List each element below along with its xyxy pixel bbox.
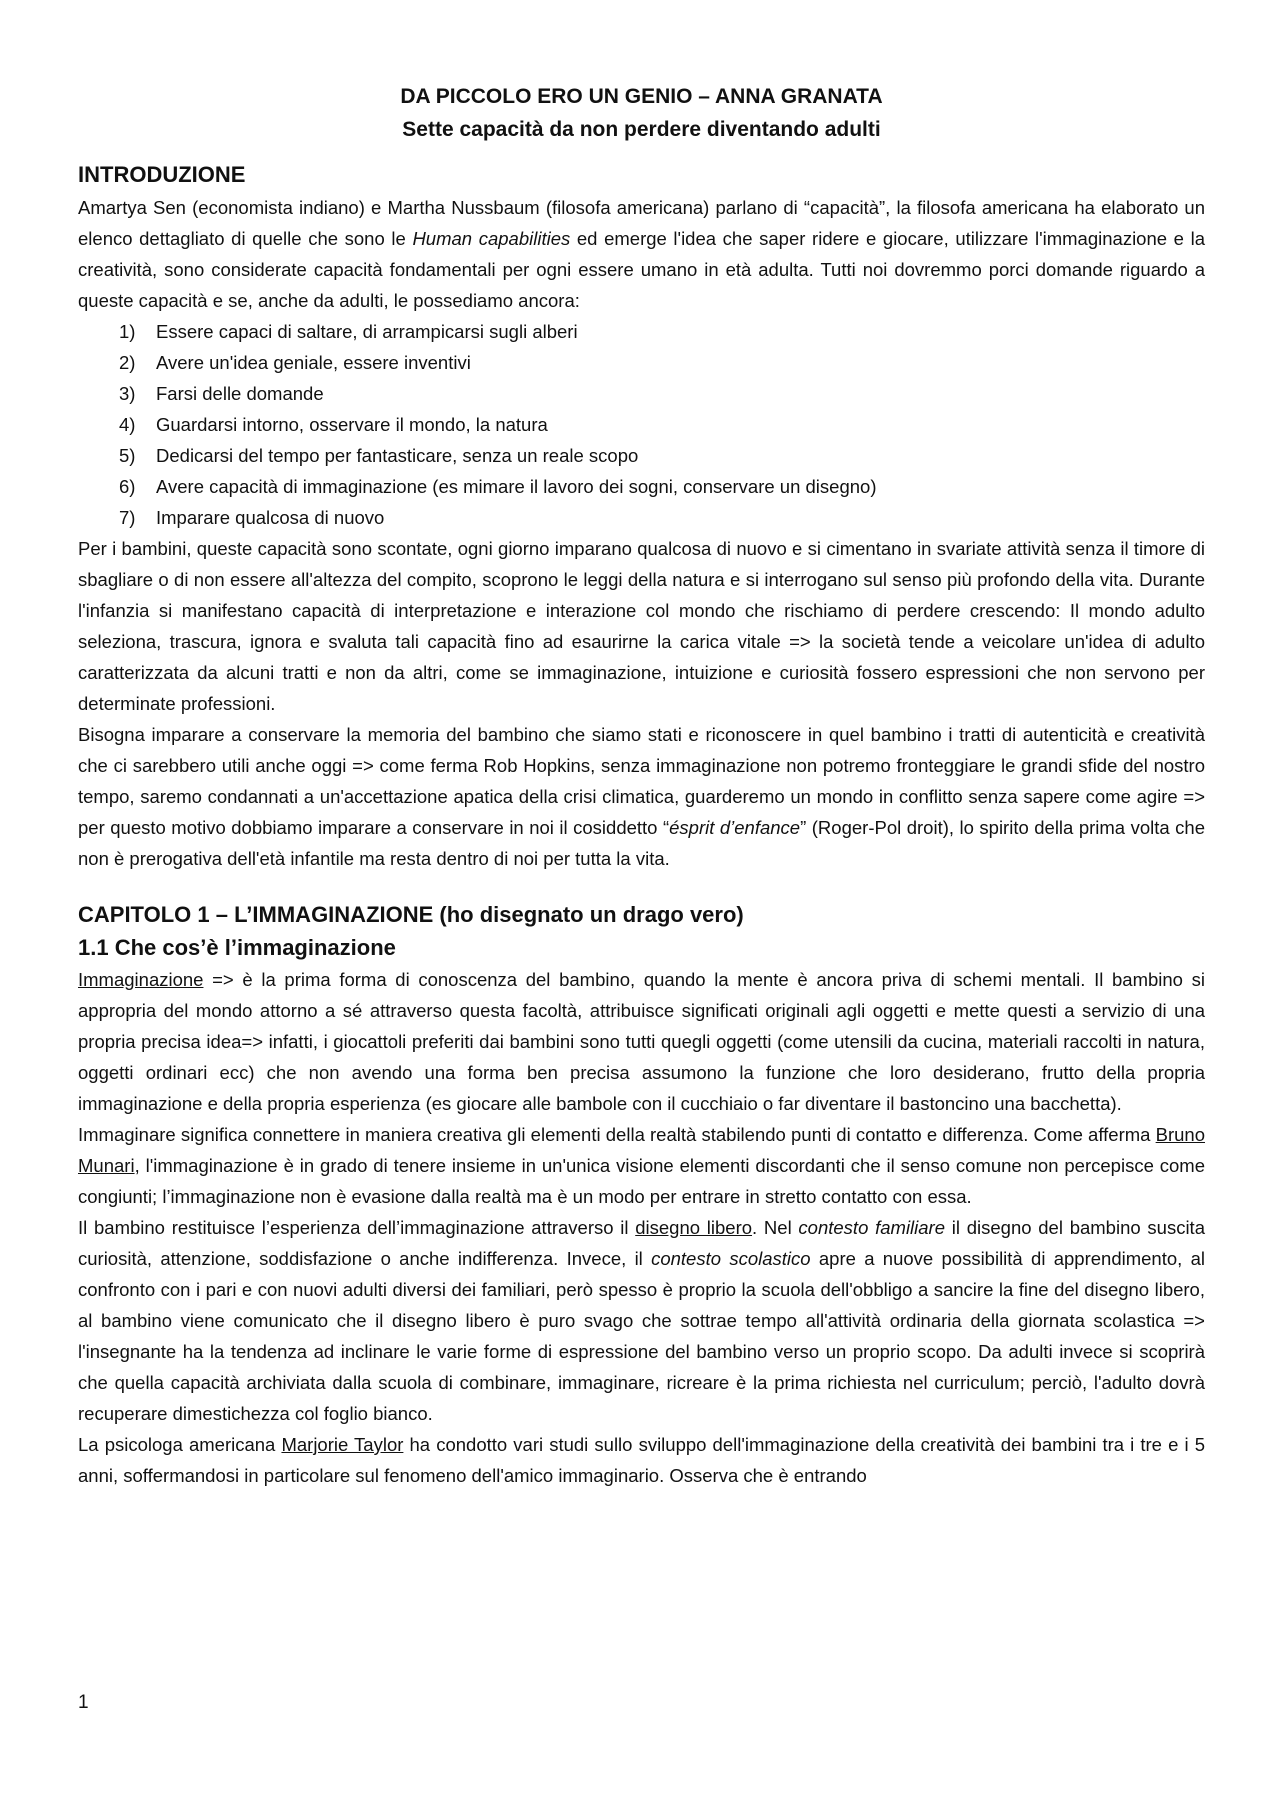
text-run: , l'immaginazione è in grado di tenere insieme in un'unica visione elementi discordanti che il senso comune non percepisce come congiunti; l’immaginazione non è evasione dalla realtà ma è un modo per entrare in stretto contatto con essa. bbox=[78, 1155, 1205, 1207]
chapter-1-paragraph-1 bbox=[78, 964, 1205, 1119]
chapter-1-paragraph-3 bbox=[78, 1212, 1205, 1429]
list-text: Farsi delle domande bbox=[156, 383, 324, 404]
text-run: ha condotto vari studi sullo sviluppo dell'immaginazione della creatività dei bambini tra i tre e i 5 anni, soffermandosi in particolare sul fenomeno dell'amico immaginario. Osserva che è entrando bbox=[78, 1434, 1205, 1486]
text-run: ” (Roger-Pol droit), lo spirito della prima volta che non è prerogativa dell'età infantile ma resta dentro di noi per tutta la vita. bbox=[78, 817, 1205, 869]
list-item bbox=[119, 316, 1205, 347]
intro-paragraph-2: Per i bambini, queste capacità sono scontate, ogni giorno imparano qualcosa di nuovo e si cimentano in svariate attività senza il timore di sbagliare o di non essere all'altezza del compito, scoprono le leggi della natura e si interrogano sul senso più profondo della vita. Durante l'infanzia si manifestano capacità di interpretazione e interazione col mondo che rischiamo di perdere crescendo: Il mondo adulto seleziona, trascura, ignora e svaluta tali capacità fino ad esaurirne la carica vitale => la società tende a veicolare un'idea di adulto caratterizzata da alcuni tratti e non da altri, come se immaginazione, intuizione e curiosità fossero espressioni che non servono per determinate professioni. bbox=[78, 538, 1205, 714]
list-text: Avere capacità di immaginazione (es mimare il lavoro dei sogni, conservare un disegno) bbox=[156, 476, 877, 497]
intro-heading: INTRODUZIONE bbox=[78, 162, 246, 187]
list-item bbox=[119, 440, 1205, 471]
list-item bbox=[119, 378, 1205, 409]
capabilities-list bbox=[78, 316, 1205, 533]
list-number: 6) bbox=[119, 476, 136, 497]
list-item bbox=[119, 471, 1205, 502]
text-run: . Nel bbox=[752, 1217, 799, 1238]
list-number: 4) bbox=[119, 414, 136, 435]
page-number: 1 bbox=[78, 1692, 89, 1713]
underlined-term: Immaginazione bbox=[78, 969, 204, 990]
list-number: 5) bbox=[119, 445, 136, 466]
intro-paragraph-1 bbox=[78, 192, 1205, 316]
text-run: il disegno del bambino suscita curiosità, attenzione, soddisfazione o anche indifferenza. Invece, il bbox=[78, 1217, 1205, 1269]
document-subtitle: Sette capacità da non perdere diventando adulti bbox=[402, 118, 881, 141]
list-number: 1) bbox=[119, 321, 136, 342]
list-text: Guardarsi intorno, osservare il mondo, la natura bbox=[156, 414, 548, 435]
text-run: Bisogna imparare a conservare la memoria del bambino che siamo stati e riconoscere in quel bambino i tratti di autenticità e creatività che ci sarebbero utili anche oggi => come ferma Rob Hopkins, senza immaginazione non potremo fronteggiare le grandi sfide del nostro tempo, saremo condannati a un'accettazione apatica della crisi climatica, guarderemo un mondo in conflitto senza sapere come agire => per questo motivo dobbiamo imparare a conservare in noi il cosiddetto “ bbox=[78, 724, 1205, 838]
list-text: Avere un'idea geniale, essere inventivi bbox=[156, 352, 471, 373]
document-title: DA PICCOLO ERO UN GENIO – ANNA GRANATA bbox=[400, 85, 883, 108]
list-item bbox=[119, 502, 1205, 533]
chapter-1-paragraph-4 bbox=[78, 1429, 1205, 1491]
italic-term: contesto familiare bbox=[798, 1217, 946, 1238]
list-text: Essere capaci di saltare, di arrampicarsi sugli alberi bbox=[156, 321, 578, 342]
list-item bbox=[119, 347, 1205, 378]
underlined-term: Bruno Munari bbox=[78, 1124, 1205, 1176]
text-run: => è la prima forma di conoscenza del bambino, quando la mente è ancora priva di schemi mentali. Il bambino si appropria del mondo attorno a sé attraverso questa facoltà, attribuisce significati originali agli oggetti e mette questi a servizio di una propria precisa idea=> infatti, i giocattoli preferiti dai bambini sono tutti quegli oggetti (come utensili da cucina, materiali raccolti in natura, oggetti ordinari ecc) che non avendo una forma ben precisa assumono la funzione che loro desiderano, frutto della propria immaginazione e della propria esperienza (es giocare alle bambole con il cucchiaio o far diventare il bastoncino una bacchetta). bbox=[78, 969, 1205, 1114]
text-run: Immaginare significa connettere in maniera creativa gli elementi della realtà stabilendo punti di contatto e differenza. Come afferma bbox=[78, 1124, 1156, 1145]
text-run: Amartya Sen (economista indiano) e Martha Nussbaum (filosofa americana) parlano di “capacità”, la filosofa americana ha elaborato un elenco dettagliato di quelle che sono le bbox=[78, 197, 1205, 249]
italic-term: ésprit d’enfance bbox=[669, 817, 801, 838]
italic-term: Human capabilities bbox=[412, 228, 571, 249]
italic-term: contesto scolastico bbox=[651, 1248, 811, 1269]
underlined-term: Marjorie Taylor bbox=[281, 1434, 404, 1455]
list-text: Dedicarsi del tempo per fantasticare, senza un reale scopo bbox=[156, 445, 639, 466]
text-run: La psicologa americana bbox=[78, 1434, 282, 1455]
list-item bbox=[119, 409, 1205, 440]
list-text: Imparare qualcosa di nuovo bbox=[156, 507, 385, 528]
text-run: apre a nuove possibilità di apprendimento, al confronto con i pari e con nuovi adulti diversi dei familiari, però spesso è proprio la scuola dell'obbligo a sancire la fine del disegno libero, al bambino viene comunicato che il disegno libero è puro svago che sottrae tempo all'attività ordinaria della giornata scolastica => l'insegnante ha la tendenza ad inclinare le varie forme di espressione del bambino verso un proprio scopo. Da adulti invece si scoprirà che quella capacità archiviata dalla scuola di combinare, immaginare, ricreare è la prima richiesta nel curriculum; perciò, l'adulto dovrà recuperare dimestichezza col foglio bianco. bbox=[78, 1248, 1205, 1424]
section-1-1-heading: 1.1 Che cos’è l’immaginazione bbox=[78, 935, 396, 960]
chapter-1-paragraph-2 bbox=[78, 1119, 1205, 1212]
text-run: Il bambino restituisce l’esperienza dell’immaginazione attraverso il bbox=[78, 1217, 636, 1238]
list-number: 2) bbox=[119, 352, 136, 373]
underlined-term: disegno libero bbox=[635, 1217, 753, 1238]
list-number: 3) bbox=[119, 383, 136, 404]
list-number: 7) bbox=[119, 507, 136, 528]
intro-paragraph-3 bbox=[78, 719, 1205, 874]
text-run: ed emerge l'idea che saper ridere e giocare, utilizzare l'immaginazione e la creatività, sono considerate capacità fondamentali per ogni essere umano in età adulta. Tutti noi dovremmo porci domande riguardo a queste capacità e se, anche da adulti, le possediamo ancora: bbox=[78, 228, 1205, 311]
chapter-1-heading: CAPITOLO 1 – L’IMMAGINAZIONE (ho disegnato un drago vero) bbox=[78, 902, 744, 927]
